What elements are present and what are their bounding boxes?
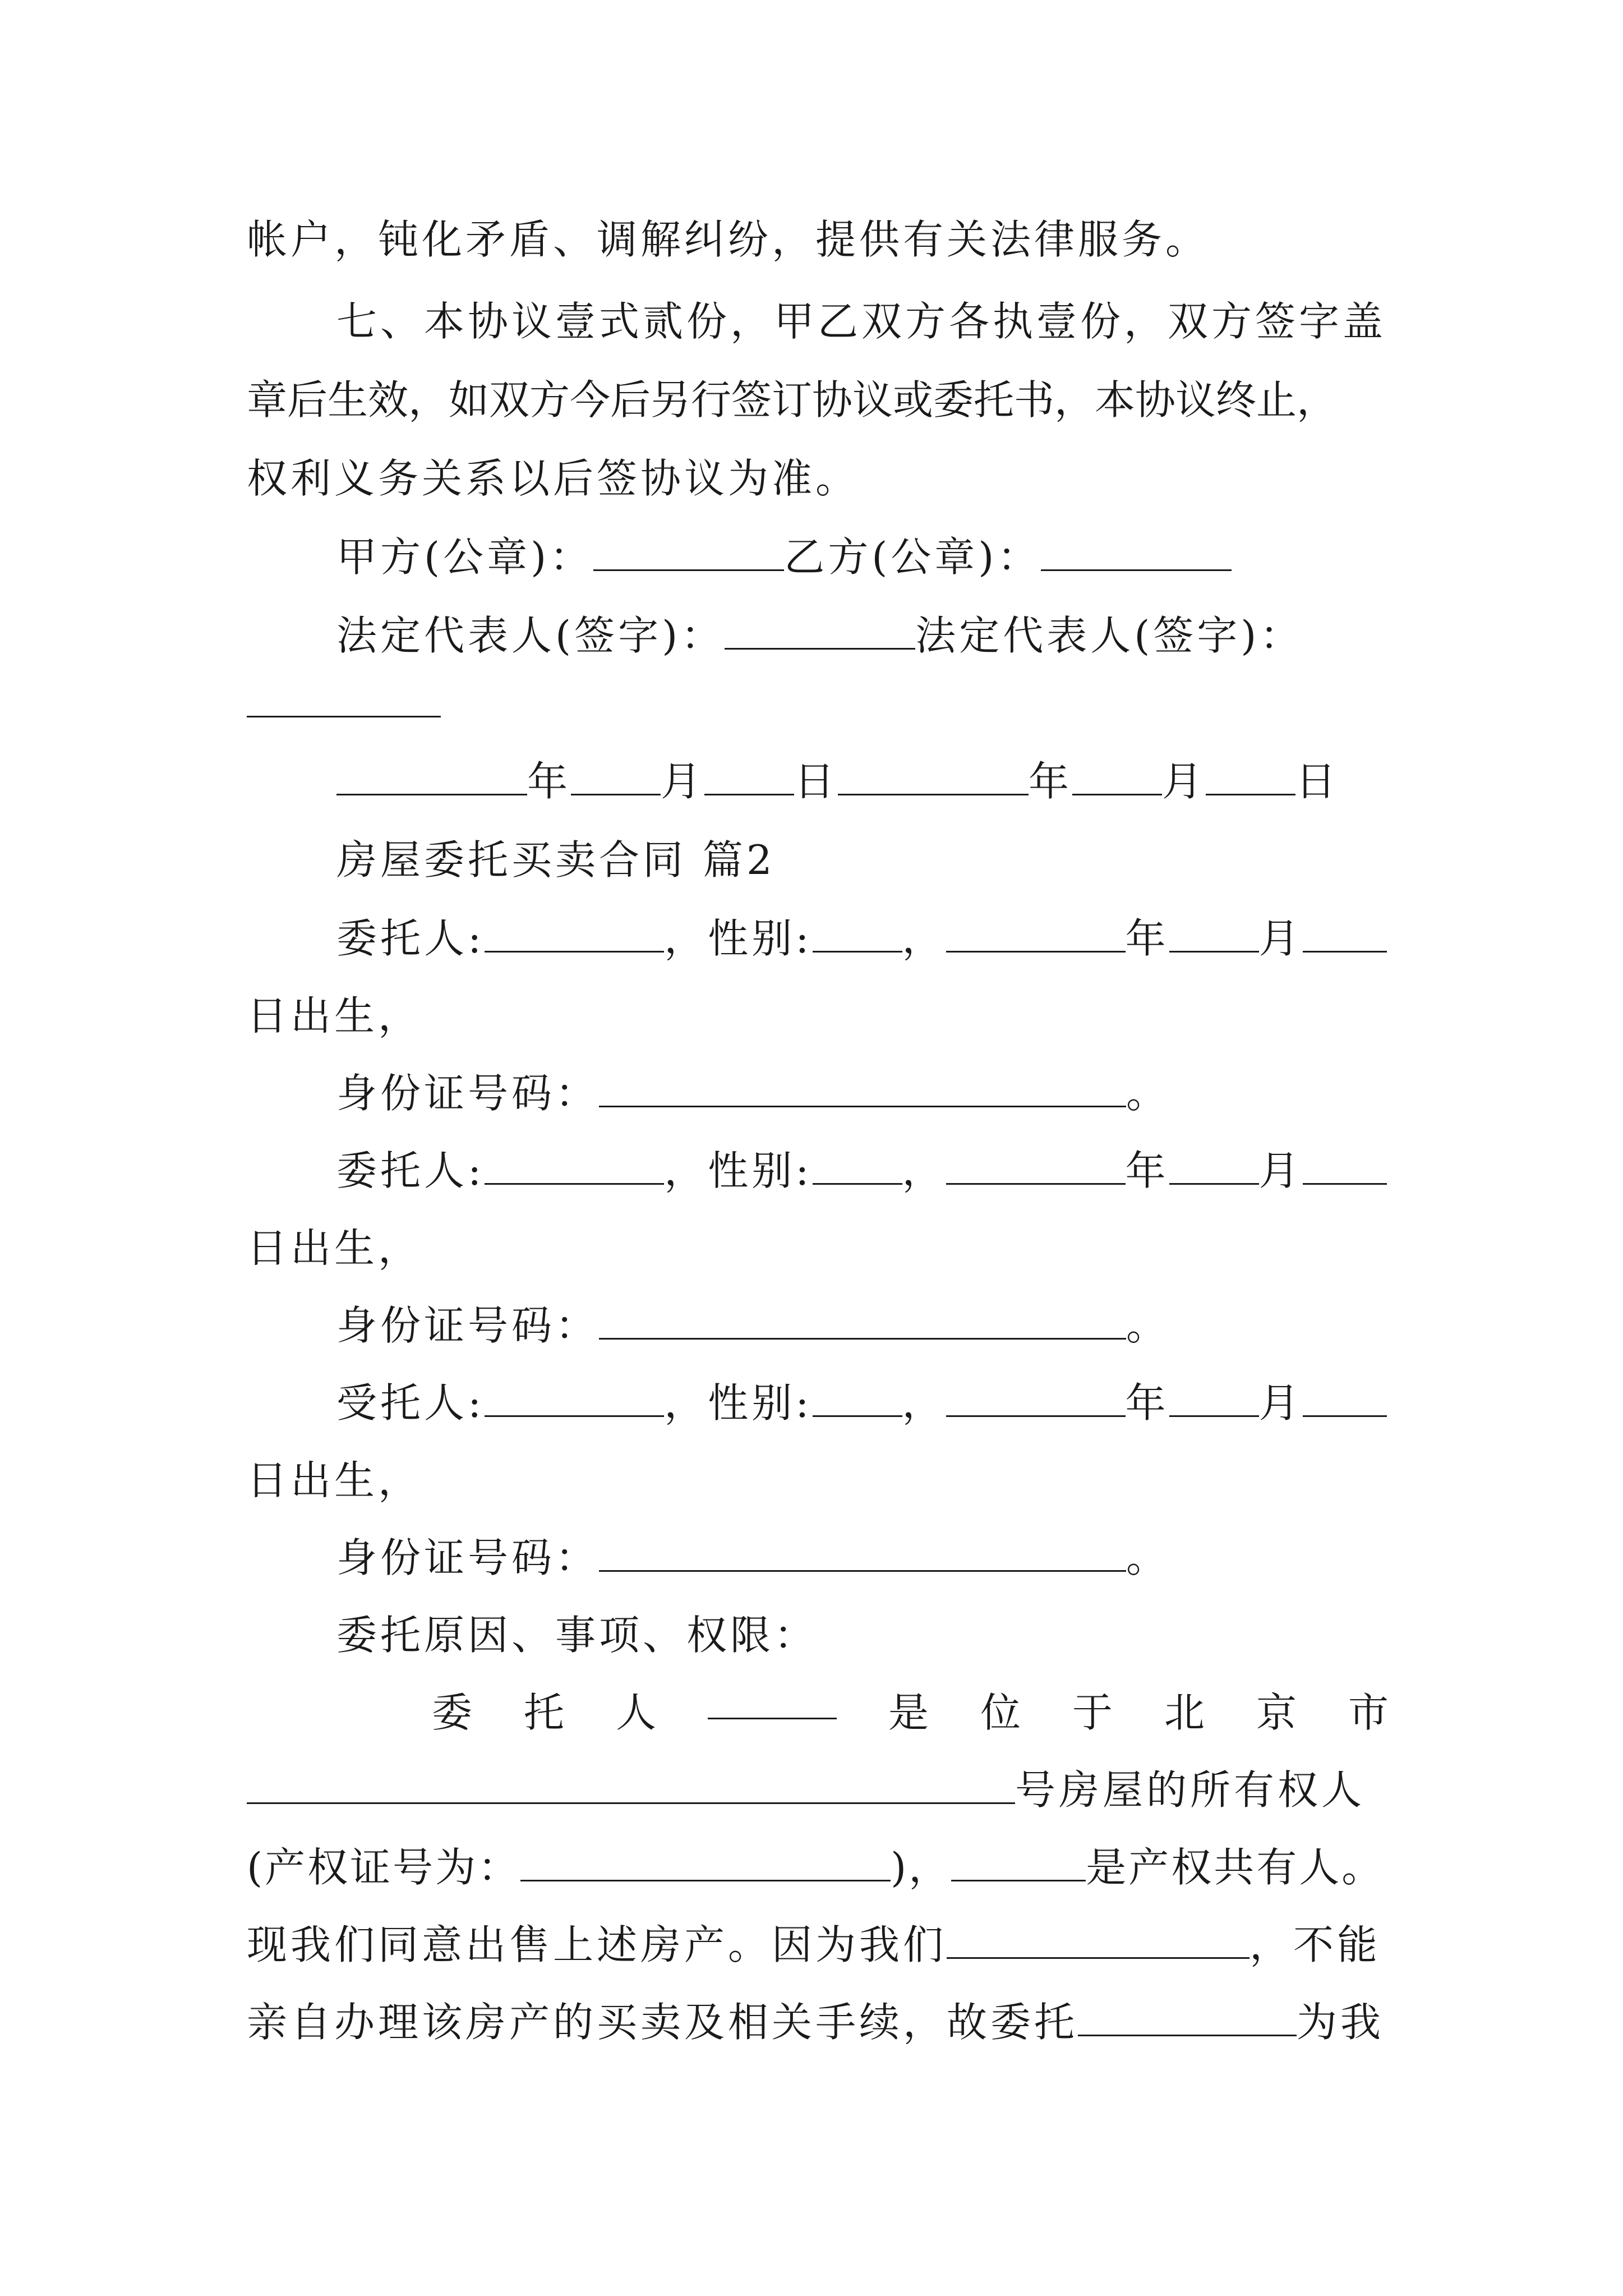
gender-label: ，性别:: [664, 1379, 813, 1427]
clause-seven-line: 章后生效，如双方今后另行签订协议或委托书，本协议终止，: [247, 376, 1338, 424]
principal-name-blank[interactable]: [485, 1147, 664, 1185]
address-blank[interactable]: [247, 1766, 1015, 1804]
gender-blank[interactable]: [813, 1379, 902, 1417]
birth-day-blank[interactable]: [1303, 915, 1387, 953]
agent-name-blank[interactable]: [1078, 1999, 1297, 2036]
party-b-seal-label: 乙方(公章)：: [784, 533, 1041, 581]
seal-line: [336, 526, 1402, 588]
rep-a-blank[interactable]: [725, 612, 915, 650]
day-label: 日: [1295, 758, 1340, 805]
comma: ，: [902, 1147, 946, 1194]
birth-day-blank[interactable]: [1303, 1379, 1387, 1417]
born-line: 日出生，: [247, 992, 422, 1039]
paragraph-line: 帐户，钝化矛盾、调解纠纷，提供有关法律服务。: [247, 216, 1210, 263]
birth-year-blank[interactable]: [946, 915, 1126, 953]
party-a-seal-blank[interactable]: [593, 533, 784, 571]
id-number-blank[interactable]: [599, 1070, 1126, 1107]
birth-year-blank[interactable]: [946, 1147, 1126, 1185]
id-number-blank[interactable]: [599, 1534, 1126, 1572]
principal-label: 委托人:: [336, 1147, 485, 1194]
id-label: 身份证号码：: [336, 1302, 600, 1349]
char: 市: [1348, 1689, 1389, 1736]
day-blank-b[interactable]: [1206, 758, 1295, 795]
char: 人: [616, 1689, 657, 1736]
month-label: 月: [1258, 1379, 1303, 1427]
gender-blank[interactable]: [813, 915, 902, 953]
clause-seven-line: 权利义务关系以后签协议为准。: [247, 455, 860, 502]
id-label: 身份证号码：: [336, 1534, 600, 1581]
principal-name-blank[interactable]: [708, 1682, 837, 1719]
date-line: [336, 751, 1402, 812]
birth-month-blank[interactable]: [1169, 915, 1259, 953]
id-line: [336, 1295, 1391, 1356]
address-line: [247, 1759, 1391, 1821]
handle-line: [247, 1991, 1391, 2053]
principal-location-line: [432, 1682, 1389, 1743]
birth-year-blank[interactable]: [946, 1379, 1126, 1417]
cert-label: (产权证号为：: [247, 1844, 521, 1891]
month-label: 月: [1258, 915, 1303, 962]
rep-a-label: 法定代表人(签字)：: [336, 612, 725, 659]
principal-line: [336, 908, 1391, 969]
day-blank-a[interactable]: [704, 758, 794, 795]
char: 是: [888, 1689, 929, 1736]
agent-line: [336, 1372, 1391, 1434]
agent-name-blank[interactable]: [485, 1379, 664, 1417]
year-label: 年: [1029, 758, 1073, 805]
char: 位: [980, 1689, 1021, 1736]
char: 于: [1072, 1689, 1113, 1736]
birth-month-blank[interactable]: [1169, 1147, 1259, 1185]
rep-b-blank[interactable]: [247, 716, 441, 717]
month-blank-b[interactable]: [1072, 758, 1162, 795]
year-label: 年: [1125, 915, 1169, 962]
party-a-seal-label: 甲方(公章)：: [336, 533, 594, 581]
principal-line: [336, 1140, 1391, 1202]
day-label: 日: [794, 758, 838, 805]
agent-label: 受托人:: [336, 1379, 485, 1427]
co-owner-text: 是产权共有人。: [1086, 1844, 1385, 1891]
month-label: 月: [1258, 1147, 1303, 1194]
born-line: 日出生，: [247, 1225, 422, 1272]
month-blank-a[interactable]: [571, 758, 661, 795]
id-label: 身份证号码：: [336, 1070, 600, 1117]
handle-text: 亲自办理该房产的买卖及相关手续，故委托: [247, 1999, 1078, 2046]
cert-number-blank[interactable]: [520, 1844, 891, 1881]
sell-line: [247, 1914, 1391, 1976]
period: 。: [1126, 1302, 1170, 1349]
birth-day-blank[interactable]: [1303, 1147, 1387, 1185]
section-title: 房屋委托买卖合同 篇2: [336, 836, 776, 884]
sell-text: 现我们同意出售上述房产。因为我们: [247, 1921, 947, 1968]
principal-name-blank[interactable]: [485, 915, 664, 953]
char: 京: [1256, 1689, 1297, 1736]
char: 北: [1164, 1689, 1205, 1736]
house-owner-text: 号房屋的所有权人: [1015, 1766, 1366, 1814]
representative-line: [336, 605, 1402, 666]
id-line: [336, 1527, 1391, 1589]
born-line: 日出生，: [247, 1457, 422, 1504]
id-number-blank[interactable]: [599, 1302, 1126, 1340]
gender-blank[interactable]: [813, 1147, 902, 1185]
party-b-seal-blank[interactable]: [1041, 533, 1232, 571]
period: 。: [1126, 1534, 1170, 1581]
id-line: [336, 1062, 1391, 1124]
char: 委: [432, 1689, 473, 1736]
year-label: 年: [527, 758, 571, 805]
year-blank-a[interactable]: [336, 758, 527, 795]
year-label: 年: [1125, 1147, 1169, 1194]
rep-b-label: 法定代表人(签字)：: [915, 612, 1304, 659]
cannot-text: ，不能: [1249, 1921, 1381, 1968]
month-label: 月: [661, 758, 705, 805]
co-owner-blank[interactable]: [951, 1844, 1086, 1881]
period: 。: [1126, 1070, 1170, 1117]
reason-heading: 委托原因、事项、权限：: [336, 1612, 818, 1659]
for-us-text: 为我: [1297, 1999, 1385, 2046]
gender-label: ，性别:: [664, 1147, 813, 1194]
month-label: 月: [1162, 758, 1206, 805]
gender-label: ，性别:: [664, 915, 813, 962]
year-blank-b[interactable]: [838, 758, 1029, 795]
comma: ，: [902, 1379, 946, 1427]
principal-label: 委托人:: [336, 915, 485, 962]
reason-blank[interactable]: [947, 1921, 1249, 1959]
year-label: 年: [1125, 1379, 1169, 1427]
certificate-line: [247, 1837, 1391, 1898]
birth-month-blank[interactable]: [1169, 1379, 1259, 1417]
cert-close: )，: [891, 1844, 952, 1891]
comma: ，: [902, 915, 946, 962]
clause-seven-line: 七、本协议壹式贰份，甲乙双方各执壹份，双方签字盖: [336, 298, 1387, 345]
char: 托: [524, 1689, 565, 1736]
